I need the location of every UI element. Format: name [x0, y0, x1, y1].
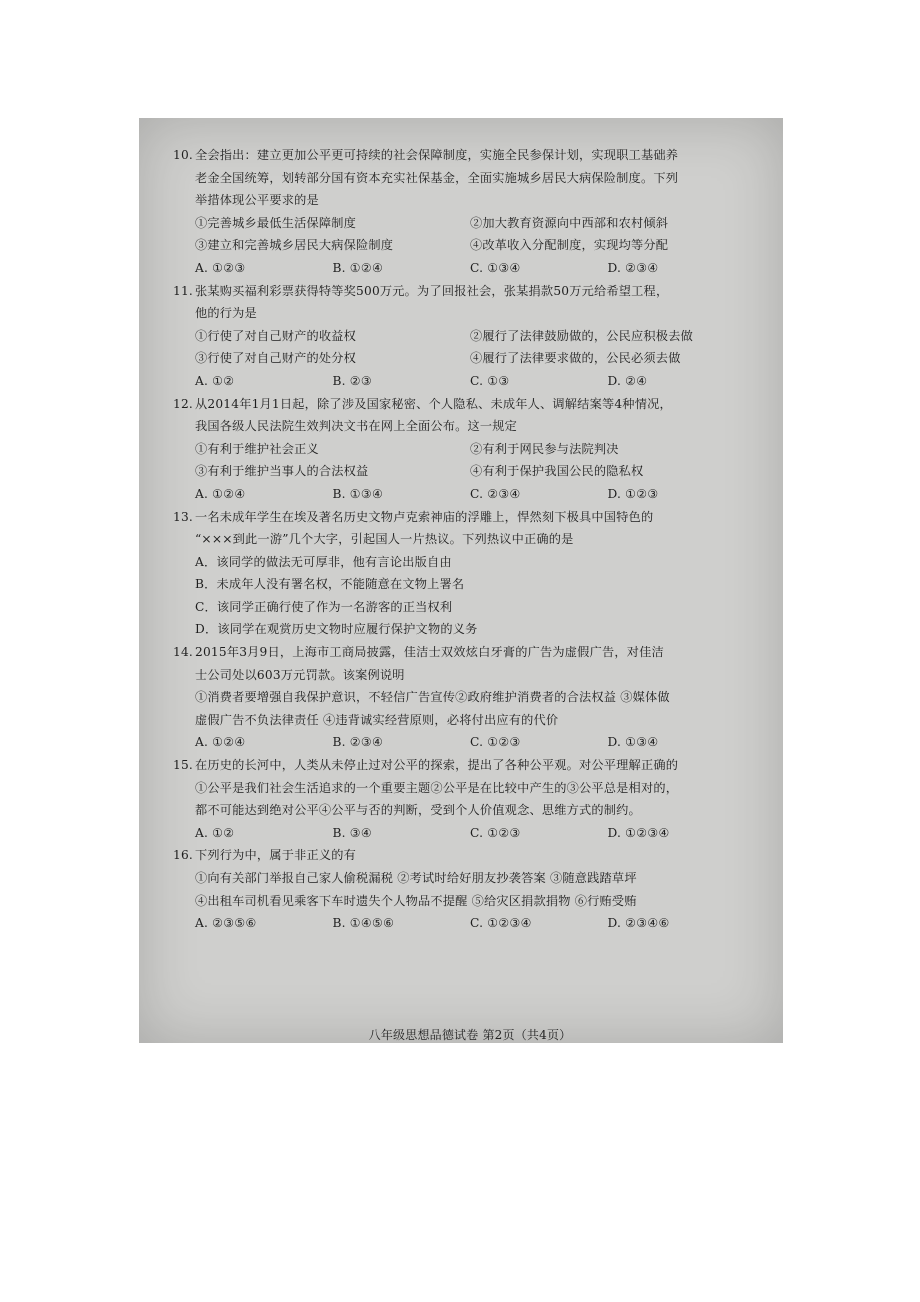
question-stem-line: 我国各级人民法院生效判决文书在网上全面公布。这一规定	[195, 419, 518, 434]
question-number: 11.	[173, 283, 193, 298]
answer-option: A. ②③⑤⑥	[195, 916, 257, 931]
answer-option: B. ②③	[332, 373, 373, 388]
statement-item: ②有利于网民参与法院判决	[470, 441, 619, 456]
question-stem-line: 虚假广告不负法律责任 ④违背诚实经营原则，必将付出应有的代价	[195, 712, 559, 727]
answer-option: D. ①②③④	[607, 825, 670, 840]
question-stem-line: 士公司处以603万元罚款。该案例说明	[195, 667, 405, 682]
statement-row	[195, 234, 745, 257]
answer-option: B. ①④⑤⑥	[332, 916, 395, 931]
answer-options	[195, 483, 745, 506]
question-15	[173, 754, 745, 844]
question-stem-line: 老金全国统筹，划转部分国有资本充实社保基金，全面实施城乡居民大病保险制度。下列	[195, 170, 679, 185]
question-stem-line: 在历史的长河中，人类从未停止过对公平的探索，提出了各种公平观。对公平理解正确的	[195, 758, 679, 773]
statement-item: ②加大教育资源向中西部和农村倾斜	[470, 215, 669, 230]
answer-option-line: B．未成年人没有署名权，不能随意在文物上署名	[195, 577, 465, 592]
answer-options	[195, 822, 745, 845]
answer-option: B. ①③④	[332, 486, 384, 501]
question-stem-line: 一名未成年学生在埃及著名历史文物卢克索神庙的浮雕上，悍然刻下极具中国特色的	[195, 509, 654, 524]
answer-option: C. ①②③	[470, 735, 521, 750]
question-10	[173, 144, 745, 280]
exam-page-photo	[139, 118, 783, 1043]
question-stem-line: 他的行为是	[195, 306, 257, 321]
statement-row	[195, 460, 745, 483]
question-stem-line: 全会指出：建立更加公平更可持续的社会保障制度，实施全民参保计划，实现职工基础养	[195, 148, 679, 162]
statement-row	[195, 347, 745, 370]
answer-options	[195, 912, 745, 935]
question-stem-line: ①公平是我们社会生活追求的一个重要主题②公平是在比较中产生的③公平总是相对的，	[195, 780, 679, 795]
answer-option: B. ②③④	[332, 735, 384, 750]
question-16	[173, 844, 745, 934]
statement-item: ①行使了对自己财产的收益权	[195, 328, 357, 343]
statement-item: ④履行了法律要求做的，公民必须去做	[470, 351, 681, 366]
question-stem-line: ④出租车司机看见乘客下车时遗失个人物品不提醒 ⑤给灾区捐款捐物 ⑥行贿受贿	[195, 893, 637, 908]
question-number: 12.	[173, 396, 193, 411]
answer-option: B. ③④	[332, 825, 373, 840]
answer-option: A. ①②③	[195, 260, 246, 275]
question-12	[173, 393, 745, 506]
answer-option: A. ①②	[195, 825, 235, 840]
question-number: 16.	[173, 848, 193, 863]
answer-option: A. ①②	[195, 373, 235, 388]
answer-option: C. ①③	[470, 373, 510, 388]
statement-row	[195, 438, 745, 461]
question-stem-line: 从2014年1月1日起，除了涉及国家秘密、个人隐私、未成年人、调解结案等4种情况，	[195, 396, 672, 411]
question-number: 13.	[173, 509, 193, 524]
answer-option: D. ②③④⑥	[607, 916, 670, 931]
answer-option: D. ②③④	[607, 260, 659, 275]
question-13	[173, 506, 745, 642]
question-number: 15.	[173, 758, 193, 773]
answer-options	[195, 731, 745, 754]
question-stem-line: 下列行为中，属于非正义的有	[195, 848, 357, 863]
question-stem-line: ①向有关部门举报自己家人偷税漏税 ②考试时给好朋友抄袭答案 ③随意践踏草坪	[195, 871, 637, 885]
statement-item: ③有利于维护当事人的合法权益	[195, 464, 369, 479]
answer-option: A. ①②④	[195, 486, 246, 501]
statement-item: ①完善城乡最低生活保障制度	[195, 215, 357, 230]
statement-item: ③建立和完善城乡居民大病保险制度	[195, 238, 394, 253]
question-stem-line: 张某购买福利彩票获得特等奖500万元。为了回报社会，张某捐款50万元给希望工程，	[195, 283, 669, 298]
answer-option: C. ①②③	[470, 825, 521, 840]
statement-item: ④改革收入分配制度，实现均等分配	[470, 238, 669, 253]
question-stem-line: 2015年3月9日，上海市工商局披露，佳洁士双效炫白牙膏的广告为虚假广告，对佳洁	[195, 645, 664, 660]
question-14	[173, 641, 745, 754]
answer-option: D. ②④	[607, 373, 648, 388]
answer-option-line: A．该同学的做法无可厚非，他有言论出版自由	[195, 554, 452, 569]
question-number: 14.	[173, 645, 193, 660]
answer-option: D. ①③④	[607, 735, 659, 750]
answer-option: C. ①③④	[470, 260, 521, 275]
question-stem-line: 都不可能达到绝对公平④公平与否的判断，受到个人价值观念、思维方式的制约。	[195, 803, 641, 818]
statement-row	[195, 212, 745, 235]
answer-option: D. ①②③	[607, 486, 659, 501]
answer-option: C. ②③④	[470, 486, 521, 501]
answer-options	[195, 370, 745, 393]
question-stem-line: 举措体现公平要求的是	[195, 193, 319, 208]
statement-item: ③行使了对自己财产的处分权	[195, 351, 357, 366]
page-footer: 八年级思想品德试卷 第2页（共4页）	[368, 1028, 572, 1042]
answer-option-line: D．该同学在观赏历史文物时应履行保护文物的义务	[195, 622, 478, 637]
question-stem-line: ①消费者要增强自我保护意识，不轻信广告宣传②政府维护消费者的合法权益 ③媒体做	[195, 690, 670, 705]
statement-item: ①有利于维护社会正义	[195, 441, 319, 456]
answer-option: A. ①②④	[195, 735, 246, 750]
question-11	[173, 280, 745, 393]
answer-options	[195, 257, 745, 280]
statement-item: ②履行了法律鼓励做的，公民应积极去做	[470, 328, 693, 343]
statement-row	[195, 325, 745, 348]
exam-questions	[173, 144, 745, 1042]
answer-option: C. ①②③④	[470, 916, 532, 931]
question-number: 10.	[173, 148, 193, 162]
question-stem-line: “×××到此一游”几个大字，引起国人一片热议。下列热议中正确的是	[195, 532, 574, 547]
answer-option: B. ①②④	[332, 260, 384, 275]
statement-item: ④有利于保护我国公民的隐私权	[470, 464, 644, 479]
answer-option-line: C．该同学正确行使了作为一名游客的正当权利	[195, 599, 453, 614]
